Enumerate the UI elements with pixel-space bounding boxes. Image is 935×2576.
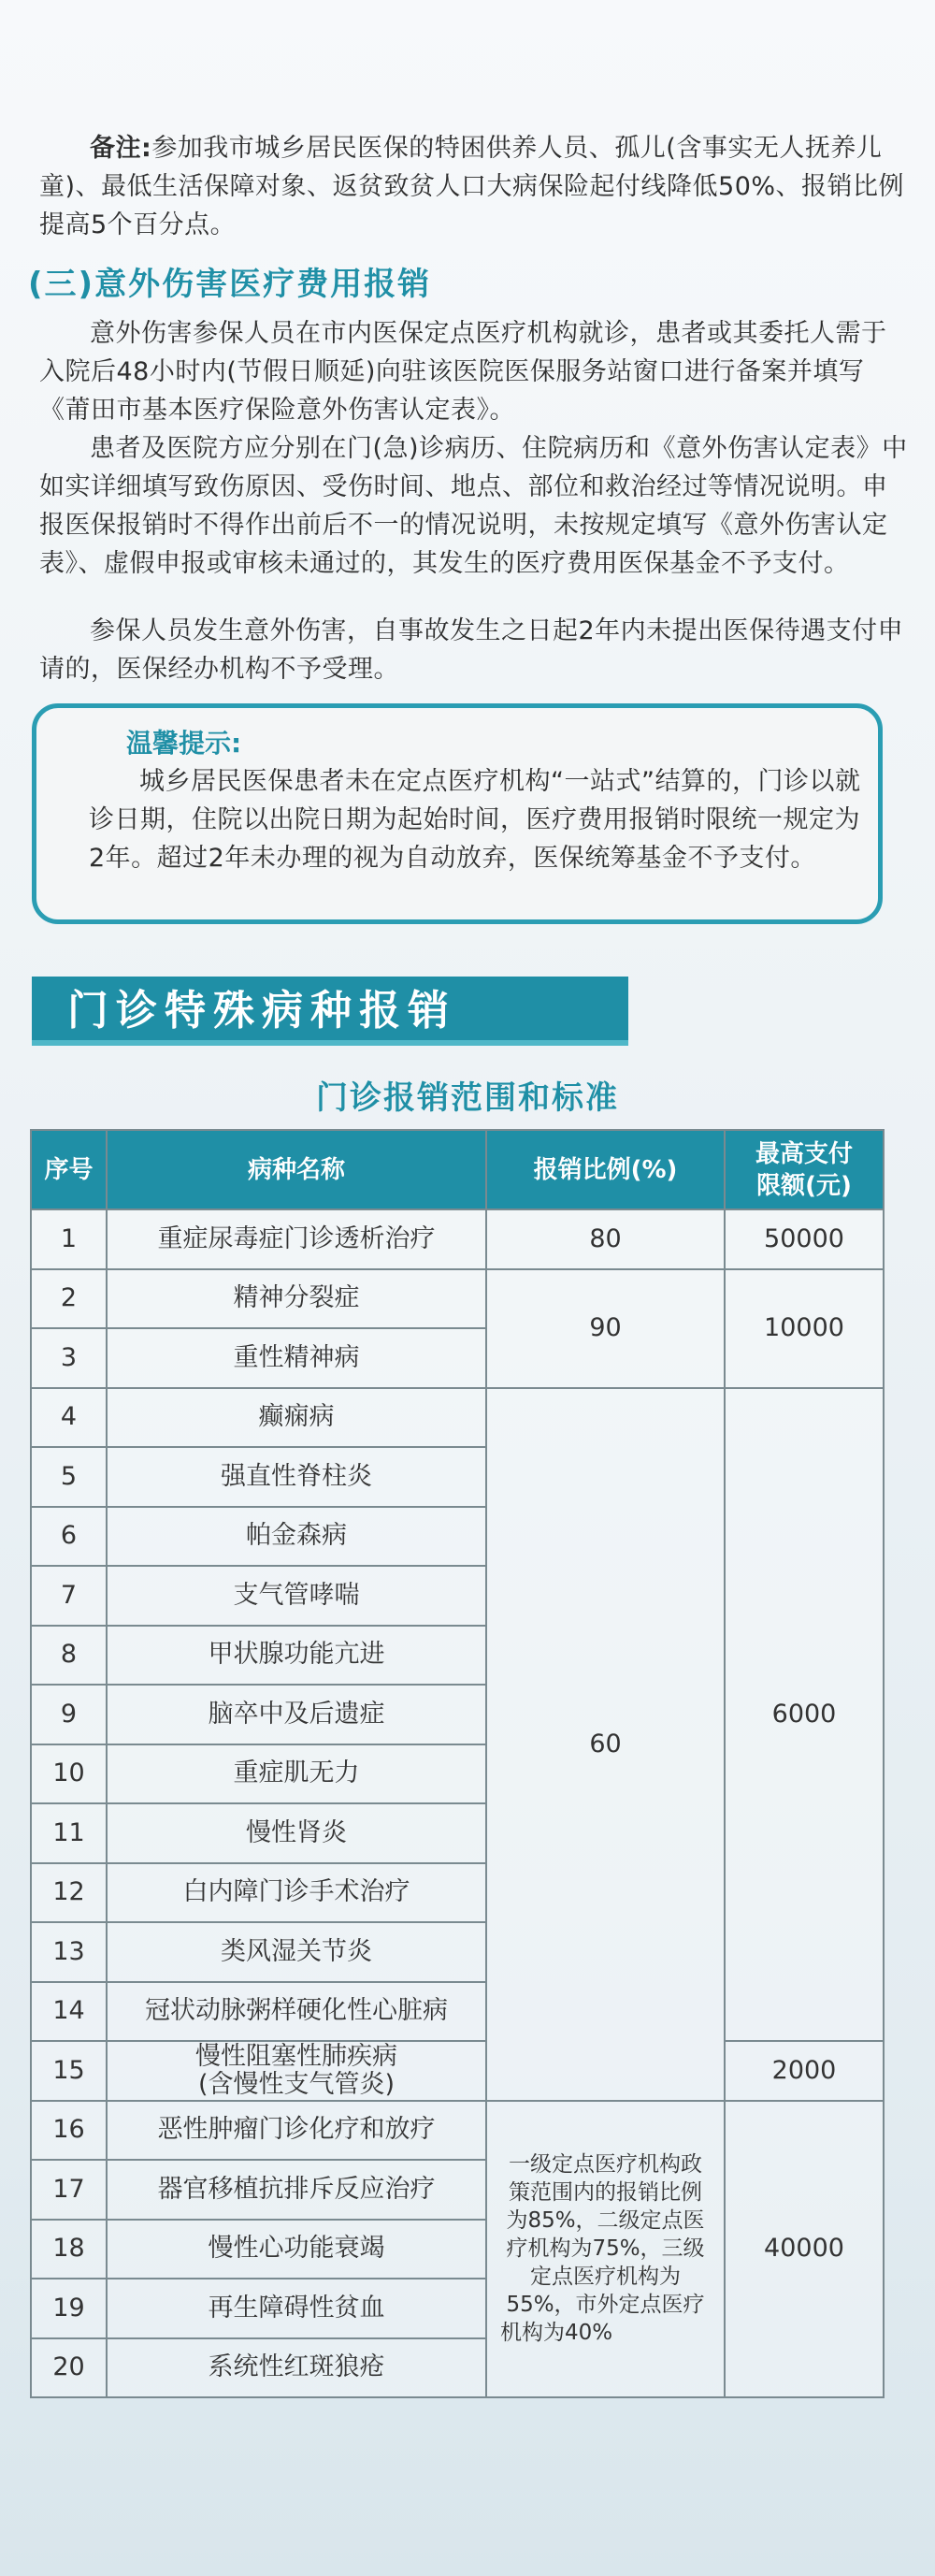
row-no: 10 [31, 1744, 107, 1804]
row-name: 冠状动脉粥样硬化性心脏病 [107, 1982, 486, 2042]
table-row [31, 1209, 884, 1269]
row-no: 17 [31, 2160, 107, 2220]
row-no: 20 [31, 2338, 107, 2398]
row-name: 再生障碍性贫血 [107, 2279, 486, 2338]
row-name: 脑卒中及后遗症 [107, 1685, 486, 1744]
row-no: 14 [31, 1982, 107, 2042]
row-name: 慢性肾炎 [107, 1803, 486, 1863]
row-no: 13 [31, 1922, 107, 1982]
row-limit: 6000 [725, 1388, 884, 2042]
tip-box [32, 703, 883, 924]
header-no: 序号 [31, 1130, 107, 1209]
row-no: 19 [31, 2279, 107, 2338]
note-label: 备注: [90, 134, 152, 163]
row-name: 帕金森病 [107, 1507, 486, 1567]
row-name: 甲状腺功能亢进 [107, 1626, 486, 1686]
row-limit: 2000 [725, 2041, 884, 2101]
row-no: 3 [31, 1328, 107, 1388]
section-paragraph-3: 参保人员发生意外伤害，自事故发生之日起2年内未提出医保待遇支付申请的，医保经办机构不予受理。 [39, 616, 904, 684]
row-name: 慢性心功能衰竭 [107, 2220, 486, 2279]
tip-text: 城乡居民医保患者未在定点医疗机构“一站式”结算的，门诊以就诊日期，住院以出院日期为起始时间，医疗费用报销时限统一规定为2年。超过2年未办理的视为自动放弃，医保统筹基金不予支付。 [89, 767, 861, 873]
row-name: 白内障门诊手术治疗 [107, 1863, 486, 1923]
row-name: 器官移植抗排斥反应治疗 [107, 2160, 486, 2220]
row-no: 16 [31, 2101, 107, 2161]
table-header-row [31, 1130, 884, 1209]
row-no: 4 [31, 1388, 107, 1448]
row-name: 系统性红斑狼疮 [107, 2338, 486, 2398]
row-name: 精神分裂症 [107, 1269, 486, 1329]
row-name: 支气管哮喘 [107, 1566, 486, 1626]
table-row [31, 2101, 884, 2161]
table-row [31, 1269, 884, 1329]
row-no: 1 [31, 1209, 107, 1269]
section-paragraph-1: 意外伤害参保人员在市内医保定点医疗机构就诊，患者或其委托人需于入院后48小时内(节假日顺延)向驻该医院医保服务站窗口进行备案并填写《莆田市基本医疗保险意外伤害认定表》。 [39, 319, 887, 425]
row-name: 重症尿毒症门诊透析治疗 [107, 1209, 486, 1269]
row-no: 11 [31, 1803, 107, 1863]
note-text: 参加我市城乡居民医保的特困供养人员、孤儿(含事实无人抚养儿童)、最低生活保障对象、返贫致贫人口大病保险起付线降低50%、报销比例提高5个百分点。 [39, 134, 905, 239]
row-no: 12 [31, 1863, 107, 1923]
table-row [31, 1388, 884, 1448]
row-no: 6 [31, 1507, 107, 1567]
note-paragraph [39, 129, 909, 244]
table-title: 门诊报销范围和标准 [316, 1079, 619, 1117]
row-name: 癫痫病 [107, 1388, 486, 1448]
row-ratio: 80 [486, 1209, 725, 1269]
row-name: 强直性脊柱炎 [107, 1447, 486, 1507]
banner-underline [32, 1040, 628, 1046]
section-paragraph-2: 患者及医院方应分别在门(急)诊病历、住院病历和《意外伤害认定表》中如实详细填写致伤原因、受伤时间、地点、部位和救治经过等情况说明。申报医保报销时不得作出前后不一的情况说明，未按规定填写《意外伤害认定表》、虚假申报或审核未通过的，其发生的医疗费用医保基金不予支付。 [39, 434, 908, 578]
row-no: 7 [31, 1566, 107, 1626]
header-ratio: 报销比例(%) [486, 1130, 725, 1209]
row-name: 重症肌无力 [107, 1744, 486, 1804]
row-ratio: 90 [486, 1269, 725, 1388]
section-banner: 门诊特殊病种报销 [32, 977, 628, 1046]
row-name: 重性精神病 [107, 1328, 486, 1388]
row-ratio-note: 一级定点医疗机构政策范围内的报销比例为85%，二级定点医疗机构为75%，三级定点医疗机构为55%，市外定点医疗机构为40% [486, 2101, 725, 2398]
section-title: (三)意外伤害医疗费用报销 [28, 266, 432, 303]
header-limit: 最高支付 限额(元) [725, 1130, 884, 1209]
reimbursement-table [30, 1129, 885, 2398]
table-row [31, 2041, 884, 2101]
row-name: 恶性肿瘤门诊化疗和放疗 [107, 2101, 486, 2161]
header-name: 病种名称 [107, 1130, 486, 1209]
row-limit: 40000 [725, 2101, 884, 2398]
row-name: 慢性阻塞性肺疾病 (含慢性支气管炎) [107, 2041, 486, 2101]
row-no: 8 [31, 1626, 107, 1686]
row-name: 类风湿关节炎 [107, 1922, 486, 1982]
row-no: 5 [31, 1447, 107, 1507]
row-no: 2 [31, 1269, 107, 1329]
tip-title: 温馨提示: [126, 728, 242, 759]
row-ratio: 60 [486, 1388, 725, 2101]
row-limit: 10000 [725, 1269, 884, 1388]
row-no: 18 [31, 2220, 107, 2279]
row-no: 9 [31, 1685, 107, 1744]
row-no: 15 [31, 2041, 107, 2101]
row-limit: 50000 [725, 1209, 884, 1269]
